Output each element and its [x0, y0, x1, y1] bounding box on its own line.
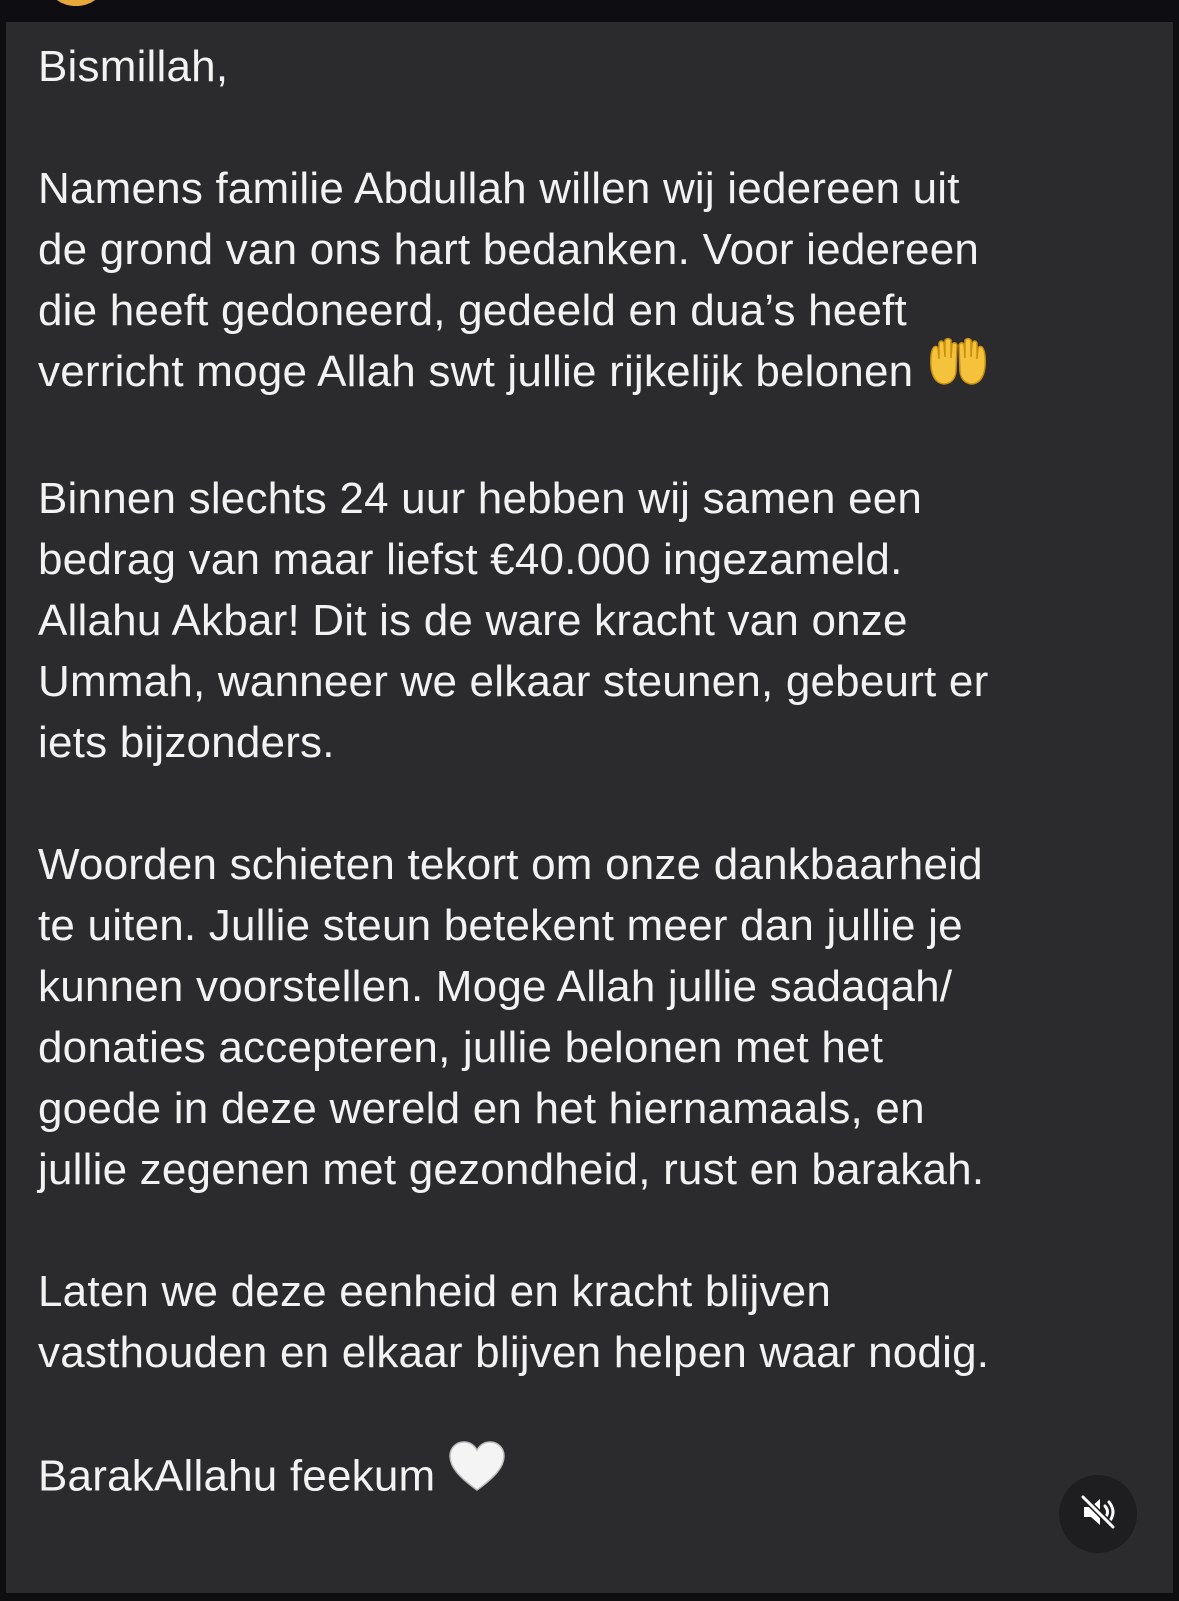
- paragraph-amount: [38, 468, 1141, 773]
- paragraph-closing: [38, 1444, 1141, 1514]
- text-line: verricht moge Allah swt jullie rijkelijk belonen: [38, 347, 914, 396]
- text-line: Namens familie Abdullah willen wij iedereen uit: [38, 164, 960, 213]
- text-line: Binnen slechts 24 uur hebben wij samen een: [38, 474, 923, 524]
- text-line: de grond van ons hart bedanken. Voor iedereen: [38, 225, 980, 274]
- bottom-strip: [0, 1593, 1179, 1601]
- note-text: [38, 36, 1141, 1514]
- text-line: te uiten. Jullie steun betekent meer dan jullie je: [38, 901, 963, 951]
- text-line: die heeft gedoneerd, gedeeld en dua’s heeft: [38, 286, 907, 335]
- white-heart-icon: [447, 1440, 507, 1510]
- text-line-with-emoji: [38, 341, 1141, 407]
- text-line-with-emoji: [38, 1444, 1141, 1514]
- text-line: Ummah, wanneer we elkaar steunen, gebeurt er: [38, 657, 989, 707]
- text-line: donaties accepteren, jullie belonen met het: [38, 1023, 884, 1073]
- top-bar: [0, 0, 1179, 22]
- paragraph-unity: [38, 1261, 1141, 1383]
- text-line: jullie zegenen met gezondheid, rust en barakah.: [38, 1145, 985, 1195]
- text-line: Bismillah,: [38, 42, 229, 91]
- text-line: vasthouden en elkaar blijven helpen waar nodig.: [38, 1328, 990, 1378]
- paragraph-thanks: [38, 158, 1141, 407]
- mute-button[interactable]: [1059, 1475, 1137, 1553]
- raising-hands-icon: [925, 337, 991, 403]
- text-line: Allahu Akbar! Dit is de ware kracht van onze: [38, 596, 908, 646]
- text-line: Laten we deze eenheid en kracht blijven: [38, 1267, 832, 1317]
- paragraph-gratitude: [38, 834, 1141, 1200]
- paragraph-greeting: [38, 36, 1141, 97]
- text-line: goede in deze wereld en het hiernamaals, en: [38, 1084, 925, 1134]
- avatar[interactable]: [48, 0, 104, 6]
- text-line: Woorden schieten tekort om onze dankbaarheid: [38, 840, 983, 890]
- text-line: iets bijzonders.: [38, 718, 335, 768]
- text-line: kunnen voorstellen. Moge Allah jullie sadaqah/: [38, 962, 953, 1012]
- text-line: BarakAllahu feekum: [38, 1452, 436, 1501]
- text-line: bedrag van maar liefst €40.000 ingezameld.: [38, 535, 903, 585]
- speaker-muted-icon: [1078, 1492, 1118, 1537]
- note-card: [6, 22, 1173, 1593]
